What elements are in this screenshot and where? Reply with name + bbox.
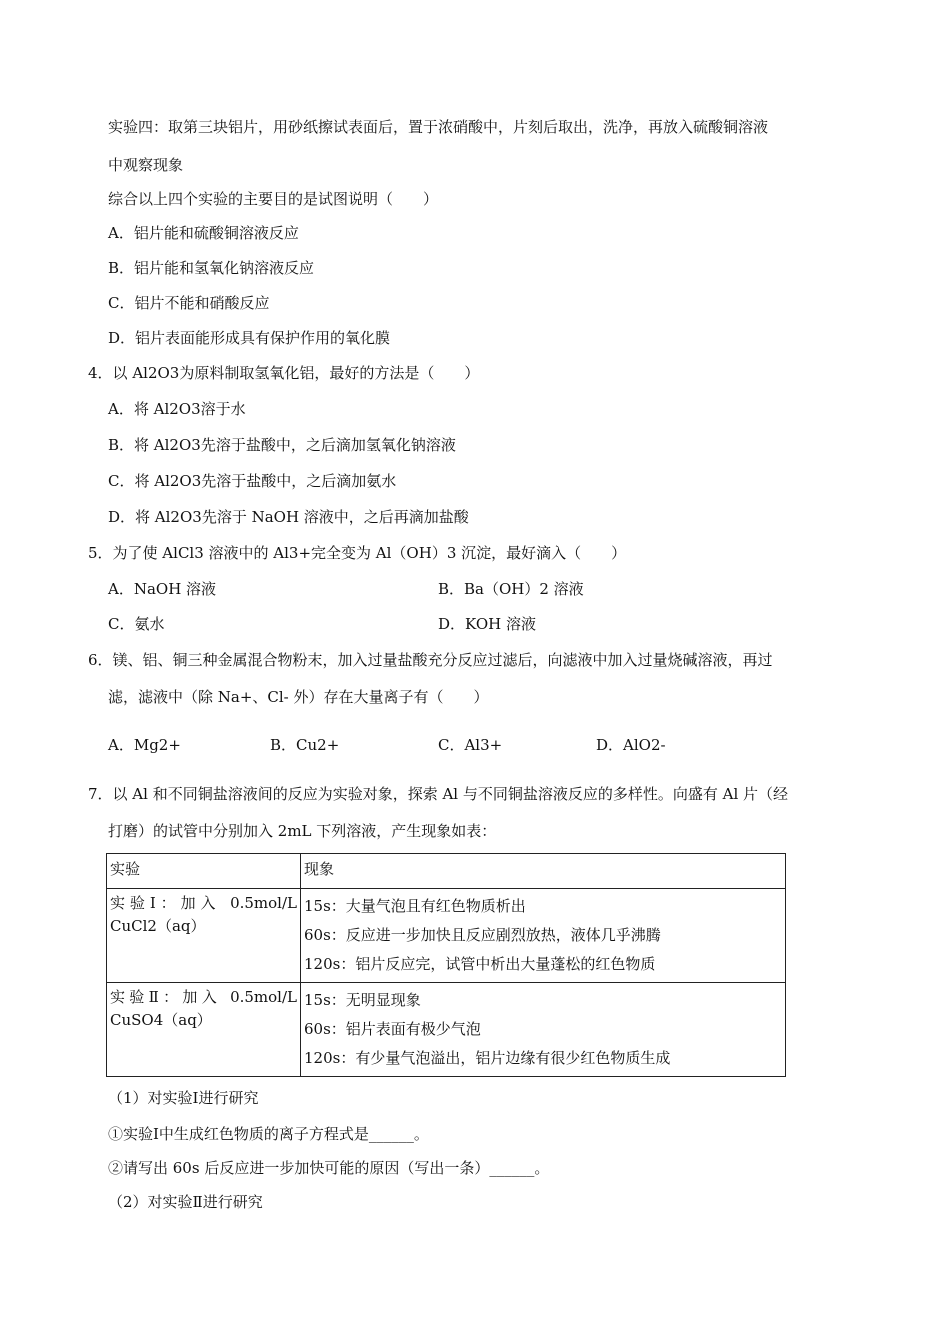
q5-option-b: B．Ba（OH）2 溶液 [438,580,584,598]
intro-line2: 中观察现象 [108,156,184,174]
q4-option-d: D．将 Al2O3先溶于 NaOH 溶液中，之后再滴加盐酸 [108,508,469,526]
intro-option-d: D．铝片表面能形成具有保护作用的氧化膜 [108,329,391,347]
q6-option-d: D．AlO2- [596,736,666,754]
intro-option-b: B．铝片能和氢氧化钠溶液反应 [108,259,315,277]
table-cell-observations: 15s：大量气泡且有红色物质析出 60s：反应进一步加快且反应剧烈放热，液体几乎沸腾 120s：铝片反应完，试管中析出大量蓬松的红色物质 [301,889,786,983]
intro-summary: 综合以上四个实验的主要目的是试图说明（ ） [108,190,439,208]
q4-option-c: C．将 Al2O3先溶于盐酸中，之后滴加氨水 [108,472,397,490]
intro-line1: 实验四：取第三块铝片，用砂纸擦试表面后，置于浓硝酸中，片刻后取出，洗净，再放入硫酸铜溶液 [108,118,769,136]
q5-option-c: C．氨水 [108,615,165,633]
q6-option-a: A．Mg2+ [108,736,181,754]
q5-option-a: A．NaOH 溶液 [108,580,217,598]
intro-option-c: C．铝片不能和硝酸反应 [108,294,270,312]
q7-line2: 打磨）的试管中分别加入 2mL 下列溶液，产生现象如表： [108,822,497,840]
q4-option-a: A．将 Al2O3溶于水 [108,400,246,418]
table-row [107,889,786,983]
table-header-experiment: 实验 [107,854,301,889]
q4-stem: 4．以 Al2O3为原料制取氢氧化铝，最好的方法是（ ） [88,364,480,382]
table-cell-experiment: 实验Ⅰ：加入 0.5mol/L CuCl2（aq） [107,889,301,983]
q7-sub1-a: ①实验Ⅰ中生成红色物质的离子方程式是______。 [108,1125,429,1143]
q7-line1: 7．以 Al 和不同铜盐溶液间的反应为实验对象，探索 Al 与不同铜盐溶液反应的多样性。向盛有 Al 片（经 [88,785,789,803]
table-cell-experiment: 实验Ⅱ：加入 0.5mol/L CuSO4（aq） [107,983,301,1077]
q5-stem: 5．为了使 AlCl3 溶液中的 Al3+完全变为 Al（OH）3 沉淀，最好滴入（ ） [88,544,627,562]
table-row [107,983,786,1077]
q7-sub1: （1）对实验Ⅰ进行研究 [108,1089,259,1107]
q4-option-b: B．将 Al2O3先溶于盐酸中，之后滴加氢氧化钠溶液 [108,436,456,454]
q7-sub2: （2）对实验Ⅱ进行研究 [108,1193,263,1211]
q4-formula: Al2O3 [132,364,180,382]
q6-option-c: C．Al3+ [438,736,503,754]
table-cell-observations: 15s：无明显现象 60s：铝片表面有极少气泡 120s：有少量气泡溢出，铝片边缘有很少红色物质生成 [301,983,786,1077]
q7-sub1-b: ②请写出 60s 后反应进一步加快可能的原因（写出一条）______。 [108,1159,550,1177]
table-header-row [107,854,786,889]
q6-option-b: B．Cu2+ [270,736,340,754]
table-header-phenomenon: 现象 [301,854,786,889]
q6-line2: 滤，滤液中（除 Na+、Cl- 外）存在大量离子有（ ） [108,688,489,706]
experiment-table [106,853,786,1077]
q5-option-d: D．KOH 溶液 [438,615,536,633]
q6-line1: 6．镁、铝、铜三种金属混合物粉末，加入过量盐酸充分反应过滤后，向滤液中加入过量烧碱溶液，再过 [88,651,773,669]
intro-option-a: A．铝片能和硫酸铜溶液反应 [108,224,299,242]
